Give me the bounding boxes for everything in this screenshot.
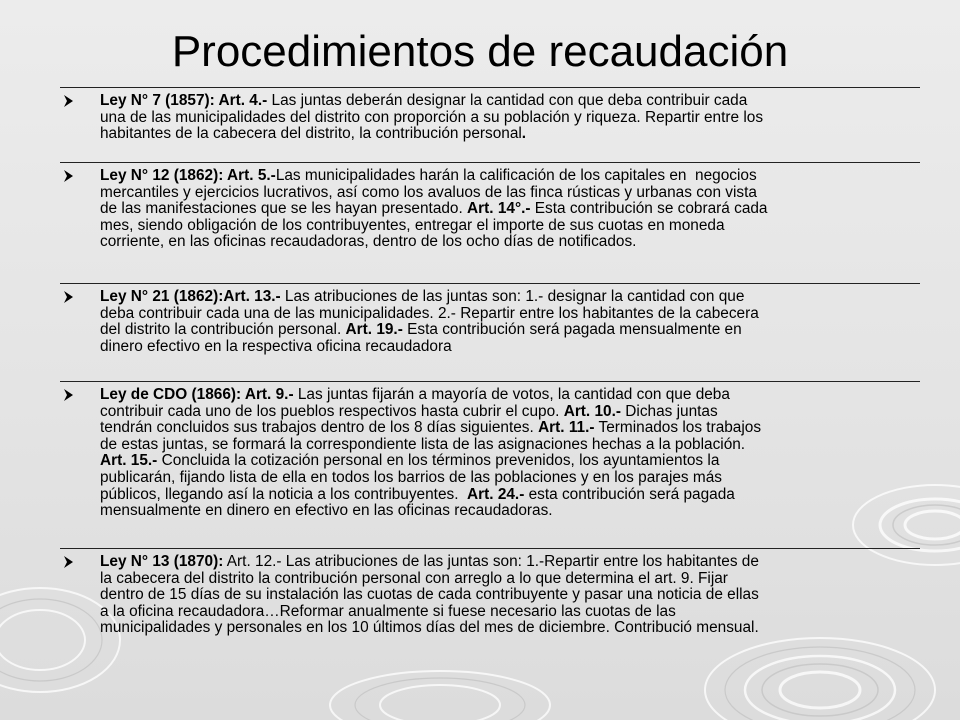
bullet-line — [100, 620, 920, 637]
body-text: Dichas juntas — [621, 402, 718, 420]
body-text: la cabecera del distrito la contribución personal con arreglo a lo que determina el art. 9. Fijar — [100, 569, 728, 587]
bullet-line — [100, 168, 920, 185]
law-reference: Art. 10.- — [563, 402, 622, 420]
bullet-line — [100, 322, 920, 339]
bullet-text — [60, 549, 920, 637]
bullet-line — [100, 110, 920, 127]
bullet-text — [60, 284, 920, 355]
list-item — [60, 381, 920, 520]
bullet-line — [100, 503, 920, 520]
arrow-bullet-icon — [62, 169, 76, 183]
bullet-line — [100, 453, 920, 470]
body-text: dinero efectivo en la respectiva oficina recaudadora — [100, 337, 452, 355]
bullet-line — [100, 339, 920, 356]
body-text: de las manifestaciones que se les hayan presentado. — [100, 200, 468, 218]
bullet-line — [100, 387, 920, 404]
bullet-line — [100, 470, 920, 487]
bullet-text — [60, 382, 920, 520]
bullet-line — [100, 234, 920, 251]
bullet-line — [100, 587, 920, 604]
body-text: Las juntas deberán designar la cantidad con que deba contribuir cada — [267, 92, 748, 109]
body-text: mes, siendo obligación de los contribuyentes, entregar el importe de sus cuotas en moneda — [100, 216, 725, 234]
body-text: esta contribución será pagada — [524, 485, 735, 503]
bullet-line — [100, 126, 920, 143]
bullet-line — [100, 487, 920, 504]
bullet-line — [100, 437, 920, 454]
law-reference: Ley de CDO (1866): Art. 9.- — [100, 386, 294, 403]
bullet-line — [100, 201, 920, 218]
body-text: Art. 12.- Las atribuciones de las juntas son: 1.-Repartir entre los habitantes de — [223, 553, 759, 570]
bullet-line — [100, 404, 920, 421]
arrow-bullet-icon — [62, 94, 76, 108]
body-text: tendrán concluidos sus trabajos dentro de los 8 días siguientes. — [100, 419, 539, 437]
law-reference: Ley N° 12 (1862): Art. 5.- — [100, 167, 276, 184]
body-text: contribuir cada uno de los pueblos respectivos hasta cubrir el cupo. — [100, 402, 564, 420]
list-item — [60, 283, 920, 355]
body-text: deba contribuir cada una de las municipalidades. 2.- Repartir entre los habitantes de la cabecera — [100, 304, 759, 322]
arrow-bullet-icon — [62, 388, 76, 402]
body-text: publicarán, fijando lista de ella en todos los barrios de las poblaciones y en los parajes más — [100, 468, 722, 486]
body-text: una de las municipalidades del distrito con proporción a su población y riqueza. Repartir entre los — [100, 108, 764, 126]
slide-title: Procedimientos de recaudación — [171, 27, 789, 76]
bullet-line — [100, 604, 920, 621]
list-item — [60, 87, 920, 143]
body-text: Esta contribución será pagada mensualmente en — [402, 321, 742, 339]
law-reference: Art. 19.- — [345, 321, 403, 339]
list-item — [60, 548, 920, 637]
arrow-bullet-icon — [62, 290, 76, 304]
body-text: Terminados los trabajos — [594, 419, 762, 437]
body-text: Las juntas fijarán a mayoría de votos, la cantidad con que deba — [293, 386, 730, 403]
body-text: Esta contribución se cobrará cada — [530, 200, 768, 218]
body-text: de estas juntas, se formará la correspondiente lista de las asignaciones hechas a la población. — [100, 435, 746, 453]
bullet-line — [100, 554, 920, 571]
law-reference: Art. 11.- — [538, 419, 595, 437]
body-text: corriente, en las oficinas recaudadoras, dentro de los ocho días de notificados. — [100, 233, 637, 251]
body-text: municipalidades y personales en los 10 últimos días del mes de diciembre. Contribució mensual. — [100, 619, 759, 637]
body-text: públicos, llegando así la noticia a los contribuyentes. — [100, 485, 468, 503]
body-text: habitantes de la cabecera del distrito, la contribución personal — [100, 125, 522, 143]
bullet-line — [100, 185, 920, 202]
list-item — [60, 162, 920, 251]
law-reference: Art. 14°.- — [467, 200, 531, 218]
arrow-bullet-icon — [62, 555, 76, 569]
law-reference: Art. 15.- — [100, 452, 158, 470]
bullet-line — [100, 289, 920, 306]
bullet-text — [60, 88, 920, 143]
bullet-line — [100, 218, 920, 235]
body-text: Las municipalidades harán la calificación de los capitales en negocios — [275, 167, 757, 184]
law-reference: . — [521, 125, 527, 143]
law-reference: Ley N° 21 (1862):Art. 13.- — [100, 288, 281, 305]
bullet-line — [100, 571, 920, 588]
bullet-line — [100, 420, 920, 437]
body-text: del distrito la contribución personal. — [100, 321, 346, 339]
law-reference: Ley N° 13 (1870): — [100, 553, 224, 570]
body-text: dentro de 15 días de su instalación las cuotas de cada contribuyente y pasar una noticia de ellas — [100, 586, 759, 604]
body-text: mensualmente en dinero en efectivo en las oficinas recaudadoras. — [100, 502, 553, 520]
body-text: a la oficina recaudadora…Reformar anualmente si fuese necesario las cuotas de las — [100, 602, 676, 620]
bullet-line — [100, 93, 920, 110]
bullet-line — [100, 306, 920, 323]
bullet-text — [60, 163, 920, 251]
body-text: Las atribuciones de las juntas son: 1.- designar la cantidad con que — [280, 288, 745, 305]
body-text: mercantiles y ejercicios lucrativos, así como los avaluos de las finca rústicas y urbanas con vista — [100, 183, 757, 201]
law-reference: Ley N° 7 (1857): Art. 4.- — [100, 92, 268, 109]
body-text: Concluida la cotización personal en los términos prevenidos, los ayuntamientos la — [157, 452, 720, 470]
law-reference: Art. 24.- — [467, 485, 525, 503]
